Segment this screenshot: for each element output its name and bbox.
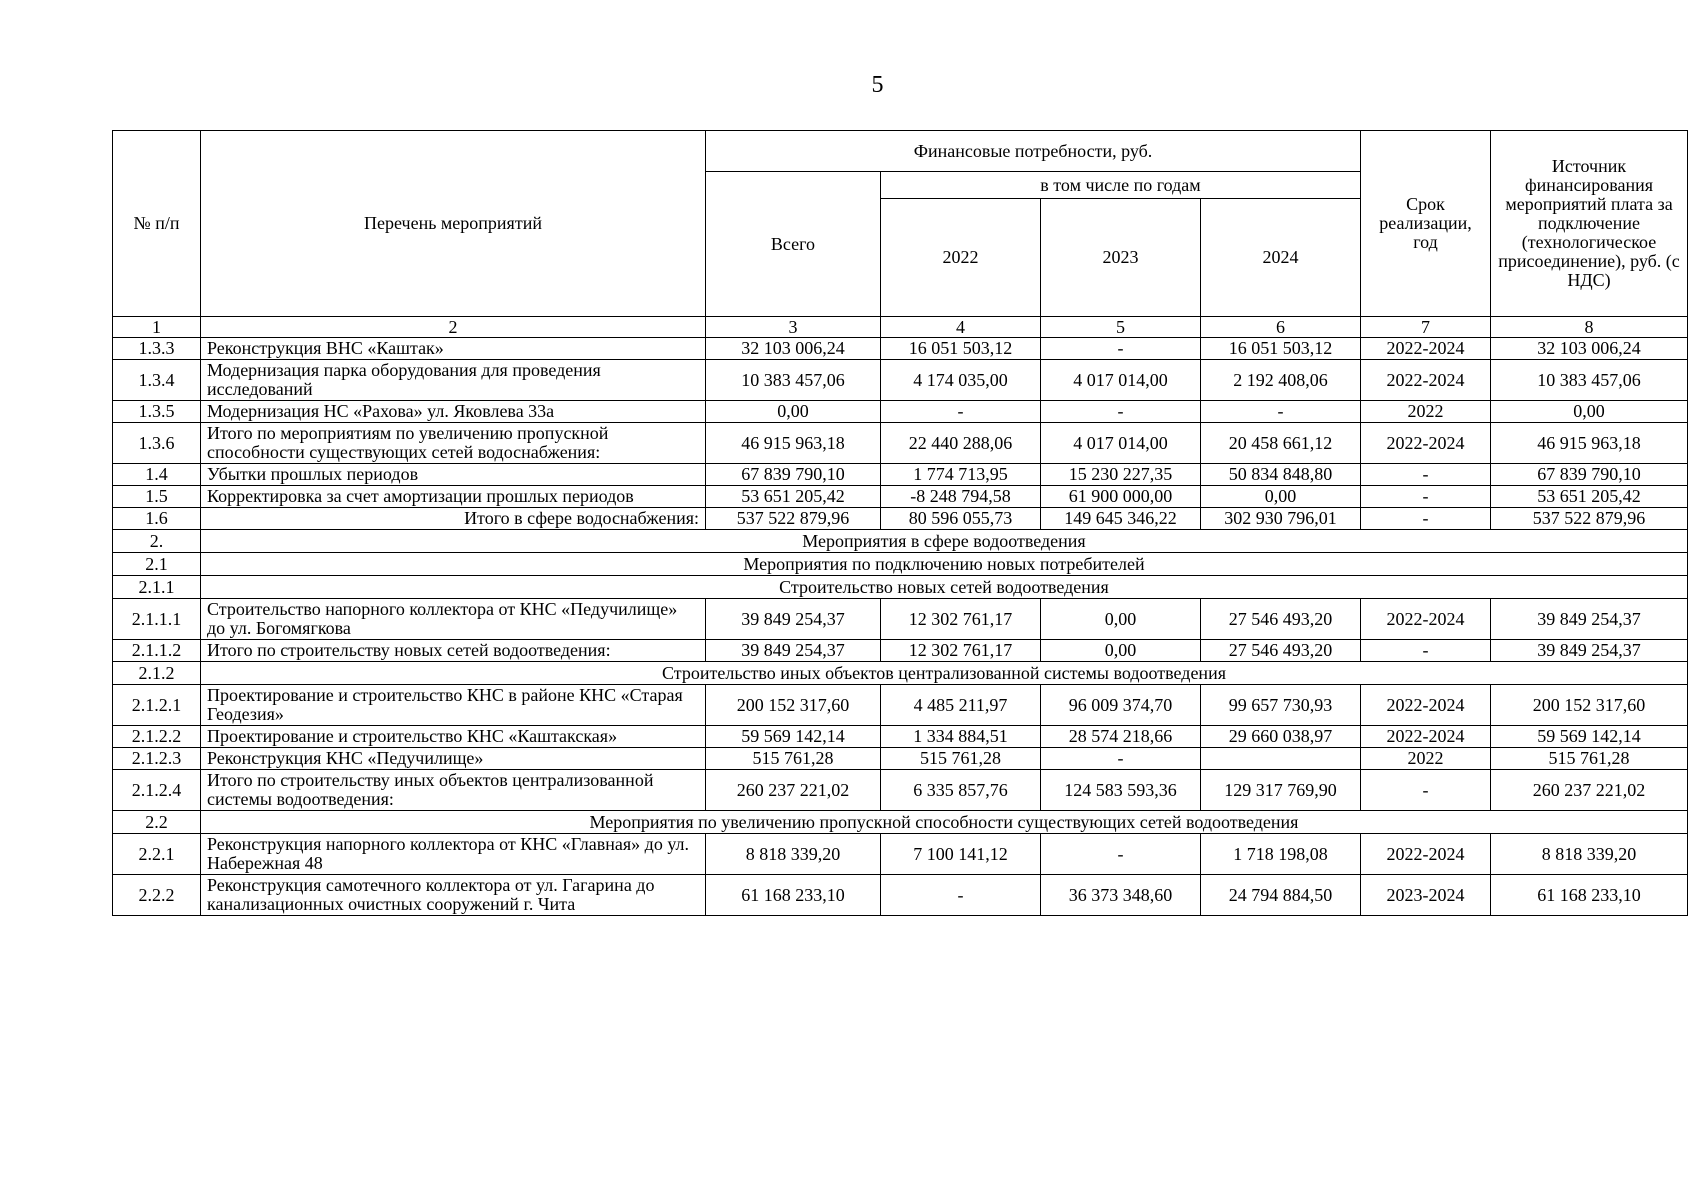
table-row xyxy=(113,875,1688,916)
term-cell: 2022-2024 xyxy=(1361,423,1491,464)
year-2022-cell: - xyxy=(881,401,1041,423)
activity-name: Корректировка за счет амортизации прошлых периодов xyxy=(201,486,706,508)
column-number: 4 xyxy=(881,317,1041,338)
total-cell: 53 651 205,42 xyxy=(706,486,881,508)
activity-name: Строительство напорного коллектора от КНС «Педучилище» до ул. Богомягкова xyxy=(201,599,706,640)
section-title: Мероприятия в сфере водоотведения xyxy=(201,530,1688,553)
year-2023-cell: 124 583 593,36 xyxy=(1041,770,1201,811)
year-2023-cell: - xyxy=(1041,834,1201,875)
section-row xyxy=(113,811,1688,834)
year-2024-cell: 16 051 503,12 xyxy=(1201,338,1361,360)
year-2023-cell: 0,00 xyxy=(1041,640,1201,662)
year-2024-cell: 24 794 884,50 xyxy=(1201,875,1361,916)
table-row xyxy=(113,685,1688,726)
term-cell: - xyxy=(1361,464,1491,486)
row-number: 2.1.1 xyxy=(113,576,201,599)
page-number: 5 xyxy=(871,72,884,98)
row-number: 2.1 xyxy=(113,553,201,576)
row-number: 2. xyxy=(113,530,201,553)
row-number: 2.1.1.1 xyxy=(113,599,201,640)
term-cell: - xyxy=(1361,770,1491,811)
table-row xyxy=(113,360,1688,401)
year-2023-cell: 28 574 218,66 xyxy=(1041,726,1201,748)
table-row xyxy=(113,508,1688,530)
row-number: 1.3.5 xyxy=(113,401,201,423)
row-number: 2.1.2.2 xyxy=(113,726,201,748)
year-2022-cell: 515 761,28 xyxy=(881,748,1041,770)
year-2022-cell: 6 335 857,76 xyxy=(881,770,1041,811)
total-cell: 515 761,28 xyxy=(706,748,881,770)
year-2024-cell: 27 546 493,20 xyxy=(1201,640,1361,662)
source-cell: 53 651 205,42 xyxy=(1491,486,1688,508)
table-row xyxy=(113,726,1688,748)
activity-name: Модернизация парка оборудования для проведения исследований xyxy=(201,360,706,401)
header-num: № п/п xyxy=(113,131,201,317)
column-number: 1 xyxy=(113,317,201,338)
section-title: Строительство иных объектов централизованной системы водоотведения xyxy=(201,662,1688,685)
section-row xyxy=(113,530,1688,553)
table-row xyxy=(113,640,1688,662)
year-2024-cell: 99 657 730,93 xyxy=(1201,685,1361,726)
activity-name: Проектирование и строительство КНС в районе КНС «Старая Геодезия» xyxy=(201,685,706,726)
column-number: 5 xyxy=(1041,317,1201,338)
activity-name: Реконструкция самотечного коллектора от ул. Гагарина до канализационных очистных сооружений г. Чита xyxy=(201,875,706,916)
term-cell: - xyxy=(1361,640,1491,662)
section-title: Мероприятия по подключению новых потребителей xyxy=(201,553,1688,576)
term-cell: 2023-2024 xyxy=(1361,875,1491,916)
year-2023-cell: - xyxy=(1041,748,1201,770)
row-number: 2.1.1.2 xyxy=(113,640,201,662)
source-cell: 8 818 339,20 xyxy=(1491,834,1688,875)
table-row xyxy=(113,401,1688,423)
column-number: 7 xyxy=(1361,317,1491,338)
activity-name: Итого в сфере водоснабжения: xyxy=(201,508,706,530)
table-row xyxy=(113,464,1688,486)
year-2024-cell: 1 718 198,08 xyxy=(1201,834,1361,875)
year-2022-cell: 1 334 884,51 xyxy=(881,726,1041,748)
total-cell: 46 915 963,18 xyxy=(706,423,881,464)
table-row xyxy=(113,748,1688,770)
row-number: 1.5 xyxy=(113,486,201,508)
activity-name: Убытки прошлых периодов xyxy=(201,464,706,486)
term-cell: 2022-2024 xyxy=(1361,685,1491,726)
total-cell: 67 839 790,10 xyxy=(706,464,881,486)
table-body xyxy=(113,338,1688,916)
year-2022-cell: 22 440 288,06 xyxy=(881,423,1041,464)
table-row xyxy=(113,770,1688,811)
year-2024-cell: - xyxy=(1201,401,1361,423)
section-row xyxy=(113,576,1688,599)
term-cell: 2022-2024 xyxy=(1361,726,1491,748)
header-year-2022: 2022 xyxy=(881,199,1041,317)
column-number: 8 xyxy=(1491,317,1688,338)
row-number: 1.3.3 xyxy=(113,338,201,360)
year-2023-cell: - xyxy=(1041,401,1201,423)
year-2022-cell: 1 774 713,95 xyxy=(881,464,1041,486)
year-2022-cell: 4 485 211,97 xyxy=(881,685,1041,726)
year-2022-cell: 7 100 141,12 xyxy=(881,834,1041,875)
total-cell: 59 569 142,14 xyxy=(706,726,881,748)
row-number: 1.3.4 xyxy=(113,360,201,401)
year-2022-cell: 80 596 055,73 xyxy=(881,508,1041,530)
year-2023-cell: 96 009 374,70 xyxy=(1041,685,1201,726)
term-cell: 2022 xyxy=(1361,401,1491,423)
year-2022-cell: -8 248 794,58 xyxy=(881,486,1041,508)
row-number: 2.2.2 xyxy=(113,875,201,916)
activity-name: Реконструкция ВНС «Каштак» xyxy=(201,338,706,360)
activity-name: Проектирование и строительство КНС «Каштакская» xyxy=(201,726,706,748)
term-cell: - xyxy=(1361,508,1491,530)
header-year-2023: 2023 xyxy=(1041,199,1201,317)
year-2023-cell: 149 645 346,22 xyxy=(1041,508,1201,530)
total-cell: 537 522 879,96 xyxy=(706,508,881,530)
header-term: Срок реализации, год xyxy=(1361,131,1491,317)
source-cell: 32 103 006,24 xyxy=(1491,338,1688,360)
year-2023-cell: 15 230 227,35 xyxy=(1041,464,1201,486)
source-cell: 46 915 963,18 xyxy=(1491,423,1688,464)
column-number: 2 xyxy=(201,317,706,338)
activity-name: Итого по строительству новых сетей водоотведения: xyxy=(201,640,706,662)
total-cell: 39 849 254,37 xyxy=(706,640,881,662)
year-2023-cell: 61 900 000,00 xyxy=(1041,486,1201,508)
term-cell: 2022-2024 xyxy=(1361,599,1491,640)
year-2023-cell: 4 017 014,00 xyxy=(1041,360,1201,401)
year-2024-cell: 50 834 848,80 xyxy=(1201,464,1361,486)
header-list: Перечень мероприятий xyxy=(201,131,706,317)
row-number: 2.1.2 xyxy=(113,662,201,685)
total-cell: 8 818 339,20 xyxy=(706,834,881,875)
source-cell: 260 237 221,02 xyxy=(1491,770,1688,811)
activity-name: Итого по мероприятиям по увеличению пропускной способности существующих сетей водоснабжения: xyxy=(201,423,706,464)
source-cell: 515 761,28 xyxy=(1491,748,1688,770)
row-number: 2.2 xyxy=(113,811,201,834)
row-number: 1.3.6 xyxy=(113,423,201,464)
term-cell: 2022 xyxy=(1361,748,1491,770)
row-number: 2.1.2.3 xyxy=(113,748,201,770)
table-row xyxy=(113,486,1688,508)
year-2023-cell: - xyxy=(1041,338,1201,360)
source-cell: 39 849 254,37 xyxy=(1491,640,1688,662)
year-2024-cell: 27 546 493,20 xyxy=(1201,599,1361,640)
activity-name: Реконструкция КНС «Педучилище» xyxy=(201,748,706,770)
section-title: Строительство новых сетей водоотведения xyxy=(201,576,1688,599)
total-cell: 260 237 221,02 xyxy=(706,770,881,811)
year-2022-cell: - xyxy=(881,875,1041,916)
activity-name: Модернизация НС «Рахова» ул. Яковлева 33а xyxy=(201,401,706,423)
header-including-years: в том числе по годам xyxy=(881,172,1361,199)
year-2023-cell: 0,00 xyxy=(1041,599,1201,640)
source-cell: 10 383 457,06 xyxy=(1491,360,1688,401)
year-2023-cell: 36 373 348,60 xyxy=(1041,875,1201,916)
section-title: Мероприятия по увеличению пропускной способности существующих сетей водоотведения xyxy=(201,811,1688,834)
row-number: 2.1.2.4 xyxy=(113,770,201,811)
activity-name: Реконструкция напорного коллектора от КНС «Главная» до ул. Набережная 48 xyxy=(201,834,706,875)
column-number: 6 xyxy=(1201,317,1361,338)
total-cell: 10 383 457,06 xyxy=(706,360,881,401)
source-cell: 0,00 xyxy=(1491,401,1688,423)
term-cell: 2022-2024 xyxy=(1361,360,1491,401)
term-cell: 2022-2024 xyxy=(1361,338,1491,360)
term-cell: 2022-2024 xyxy=(1361,834,1491,875)
source-cell: 61 168 233,10 xyxy=(1491,875,1688,916)
header-source: Источник финансирования мероприятий плата за подключение (технологическое присоединение), руб. (с НДС) xyxy=(1491,131,1688,317)
header-total: Всего xyxy=(706,172,881,317)
column-number: 3 xyxy=(706,317,881,338)
source-cell: 39 849 254,37 xyxy=(1491,599,1688,640)
total-cell: 32 103 006,24 xyxy=(706,338,881,360)
row-number: 1.6 xyxy=(113,508,201,530)
total-cell: 200 152 317,60 xyxy=(706,685,881,726)
year-2024-cell: 20 458 661,12 xyxy=(1201,423,1361,464)
total-cell: 61 168 233,10 xyxy=(706,875,881,916)
term-cell: - xyxy=(1361,486,1491,508)
section-row xyxy=(113,553,1688,576)
total-cell: 39 849 254,37 xyxy=(706,599,881,640)
year-2022-cell: 4 174 035,00 xyxy=(881,360,1041,401)
year-2024-cell: 302 930 796,01 xyxy=(1201,508,1361,530)
year-2022-cell: 12 302 761,17 xyxy=(881,599,1041,640)
year-2024-cell: 2 192 408,06 xyxy=(1201,360,1361,401)
year-2022-cell: 16 051 503,12 xyxy=(881,338,1041,360)
total-cell: 0,00 xyxy=(706,401,881,423)
source-cell: 59 569 142,14 xyxy=(1491,726,1688,748)
year-2022-cell: 12 302 761,17 xyxy=(881,640,1041,662)
row-number: 1.4 xyxy=(113,464,201,486)
row-number: 2.1.2.1 xyxy=(113,685,201,726)
header-year-2024: 2024 xyxy=(1201,199,1361,317)
table-row xyxy=(113,338,1688,360)
activity-name: Итого по строительству иных объектов централизованной системы водоотведения: xyxy=(201,770,706,811)
section-row xyxy=(113,662,1688,685)
table-row xyxy=(113,599,1688,640)
header-financial-needs: Финансовые потребности, руб. xyxy=(706,131,1361,172)
source-cell: 67 839 790,10 xyxy=(1491,464,1688,486)
year-2023-cell: 4 017 014,00 xyxy=(1041,423,1201,464)
source-cell: 200 152 317,60 xyxy=(1491,685,1688,726)
table-row xyxy=(113,423,1688,464)
year-2024-cell: 0,00 xyxy=(1201,486,1361,508)
year-2024-cell xyxy=(1201,748,1361,770)
year-2024-cell: 129 317 769,90 xyxy=(1201,770,1361,811)
year-2024-cell: 29 660 038,97 xyxy=(1201,726,1361,748)
row-number: 2.2.1 xyxy=(113,834,201,875)
financial-table xyxy=(112,130,1688,916)
table-row xyxy=(113,834,1688,875)
source-cell: 537 522 879,96 xyxy=(1491,508,1688,530)
